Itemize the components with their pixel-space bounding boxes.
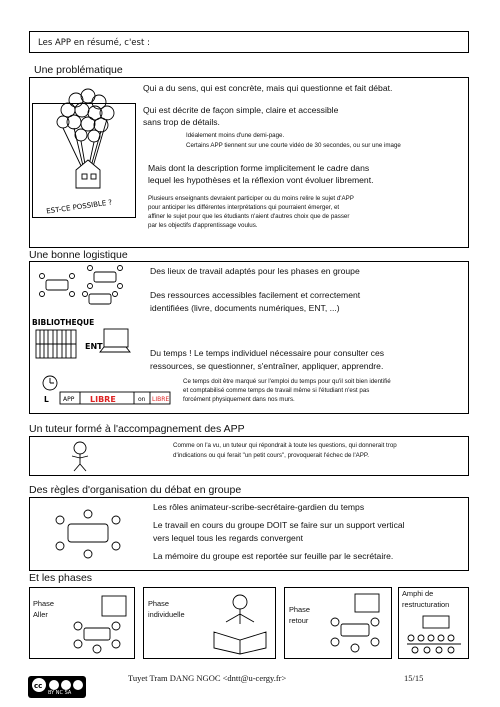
section-title-rules-text: Des règles d'organisation du débat en groupe: [29, 484, 242, 496]
logistics-p2a: Des ressources accessibles facilement et correctement: [150, 290, 361, 300]
problem-p2b: sans trop de détails.: [143, 117, 220, 127]
problem-note1: Idéalement moins d'une demi-page.: [186, 132, 285, 139]
drawing-caption: EST-CE POSSIBLE ?: [45, 198, 113, 216]
phase-retour-l1: Phase: [289, 605, 310, 614]
ent-label: ENT: [85, 342, 103, 351]
logistics-p3a: Du temps ! Le temps individuel nécessaire pour consulter ces: [150, 348, 385, 358]
footer-page-number: 15/15: [404, 673, 424, 683]
logistics-n3: forcément physiquement dans nos murs.: [183, 396, 295, 403]
tutor-l2: d'indications ou qui ferait "un petit cours", provoquerait l'échec de l'APP.: [173, 452, 369, 459]
phase-retour-box: [284, 587, 392, 659]
phase-aller-l2: Aller: [33, 610, 48, 619]
rules-p1: Les rôles animateur-scribe-secrétaire-gardien du temps: [153, 502, 365, 512]
rules-p2a: Le travail en cours du groupe DOIT se faire sur un support vertical: [153, 520, 405, 530]
bar-libre-label: LIBRE: [90, 395, 116, 404]
problem-p3b: lequel les hypothèses et la réflexion vont évoluer librement.: [148, 175, 374, 185]
section-title-problem: [34, 64, 124, 76]
group-tables-drawing: [34, 264, 134, 309]
cc-license-text: BY NC SA: [48, 690, 72, 696]
problem-p3a: Mais dont la description forme implicitement le cadre dans: [148, 163, 370, 173]
section-title-tutor: [29, 423, 245, 435]
problem-p4d: par les objectifs d'apprentissage voulus.: [148, 222, 258, 229]
section-title-logistics: [29, 249, 469, 261]
problem-p4a: Plusieurs enseignants devraient participer ou du moins relire le sujet d'APP: [148, 195, 354, 202]
phase-aller-box: [29, 587, 135, 659]
phase-amphi-drawing: [403, 614, 467, 658]
section-title-phases-text: Et les phases: [29, 572, 93, 584]
phase-individuelle-l1: Phase: [148, 599, 169, 608]
problem-p1: Qui a du sens, qui est concrète, mais qui questionne et fait débat.: [143, 83, 393, 93]
phase-individuelle-l2: individuelle: [148, 610, 185, 619]
section-title-logistics-text: Une bonne logistique: [29, 249, 128, 261]
problem-note2: Certains APP tiennent sur une courte vidéo de 30 secondes, ou sur une image: [186, 142, 401, 149]
timetable-drawing: [40, 373, 180, 409]
phase-aller-l1: Phase: [33, 599, 54, 608]
problem-p2a: Qui est décrite de façon simple, claire et accessible: [143, 105, 339, 115]
section-title-rules: [29, 484, 241, 496]
library-computer-drawing: [30, 316, 140, 366]
tutor-drawing: [60, 440, 100, 473]
problem-p4b: pour anticiper les différentes interprétations qui pourraient émerger, et: [148, 204, 340, 211]
logistics-p1: Des lieux de travail adaptés pour les phases en groupe: [150, 266, 360, 276]
problem-p4c: affiner le sujet pour que les étudiants n'aient d'autres choix que de passer: [148, 213, 350, 220]
logistics-n1: Ce temps doit être marqué sur l'emploi du temps pour qu'il soit bien identifié: [183, 378, 391, 385]
bar-l-label: L: [44, 395, 49, 404]
tutor-l1: Comme on l'a vu, un tuteur qui répondrait à toute les questions, qui donnerait trop: [173, 442, 397, 449]
svg-text:cc: cc: [34, 682, 43, 690]
footer-author: Tuyet Tram DANG NGOC <dntt@u-cergy.fr>: [128, 673, 287, 683]
rules-p3: La mémoire du groupe est reportée sur feuille par le secrétaire.: [153, 551, 394, 561]
section-title-phases: [29, 572, 92, 584]
phase-retour-l2: retour: [289, 616, 309, 625]
phase-aller-drawing: [68, 594, 132, 654]
phase-amphi-box: [398, 587, 469, 659]
summary-header-box: [29, 31, 469, 53]
group-meeting-drawing: [36, 502, 136, 567]
logistics-n2: et comptabilisé comme temps de travail même si l'étudiant n'est pas: [183, 387, 370, 394]
rules-p2b: vers lequel tous les regards convergent: [153, 533, 303, 543]
library-label: BIBLIOTHEQUE: [32, 318, 95, 327]
phase-individuelle-box: [143, 587, 276, 659]
phase-retour-drawing: [325, 592, 389, 656]
cc-license-badge: [28, 676, 86, 698]
phase-individuelle-drawing: [204, 592, 274, 656]
bar-app-label: APP: [63, 396, 75, 403]
section-title-tutor-text: Un tuteur formé à l'accompagnement des APP: [29, 423, 245, 435]
summary-header-text: Les APP en résumé, c'est :: [38, 38, 150, 48]
logistics-p2b: identifiées (livre, documents numériques, ENT, ...): [150, 303, 340, 313]
phase-amphi-l1: Amphi de: [402, 589, 434, 598]
bar-on-label: on: [138, 396, 146, 403]
bar-libre2-label: LIBRE: [152, 396, 170, 403]
logistics-p3b: ressources, se questionner, s'entraîner, appliquer, apprendre.: [150, 361, 384, 371]
section-title-problem-text: Une problématique: [34, 64, 123, 76]
balloons-house-drawing: [36, 88, 136, 218]
phase-amphi-l2: restructuration: [402, 600, 450, 609]
